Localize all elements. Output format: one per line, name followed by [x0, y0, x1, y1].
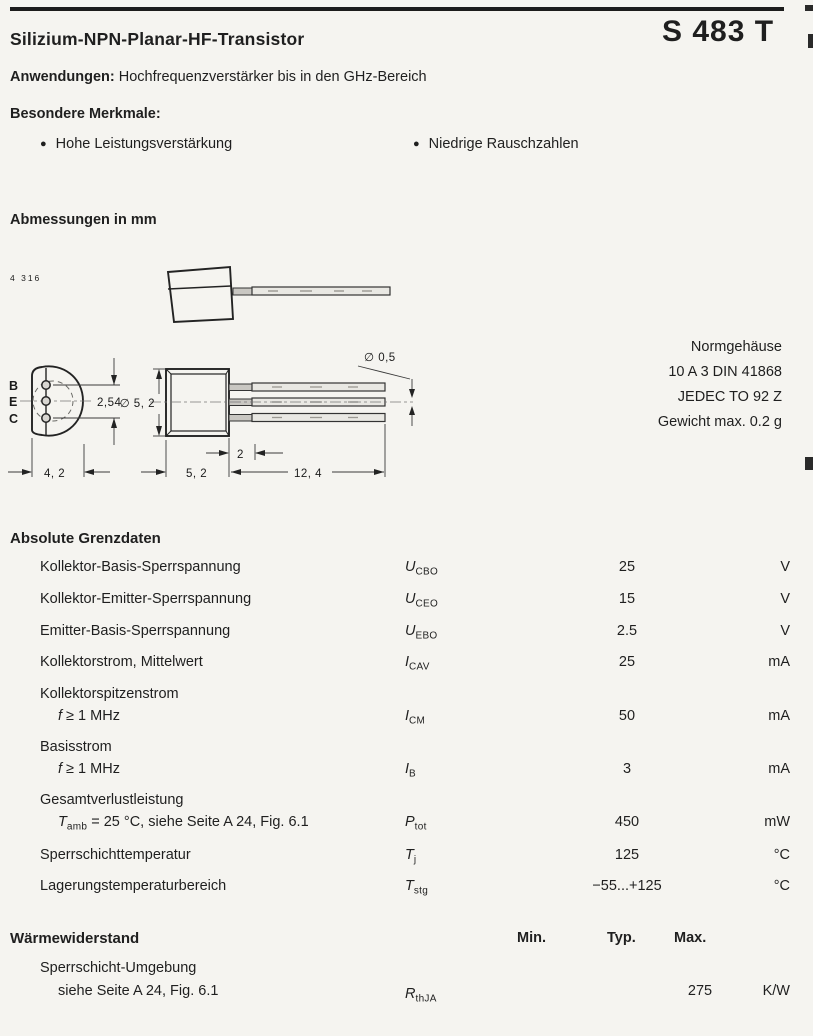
- thermal-row-label: [0, 960, 813, 980]
- thermal-unit: K/W: [762, 983, 790, 999]
- applications-line: [10, 69, 427, 85]
- limit-row: [0, 739, 813, 759]
- dim-pitch-label: 2,54: [97, 397, 122, 409]
- feature-item: [413, 136, 579, 152]
- limit-symbol: $T_j$: [405, 847, 417, 866]
- limit-unit: V: [780, 559, 790, 575]
- pins: [42, 381, 50, 422]
- thermal-symbol: $R_{thJA}$: [405, 986, 437, 1005]
- limit-symbol: $U_{CEO}$: [405, 591, 439, 610]
- limit-symbol: $U_{CBO}$: [405, 559, 439, 578]
- limit-unit: mA: [768, 761, 790, 777]
- feature-text: Hohe Leistungsverstärkung: [55, 136, 233, 152]
- limit-symbol: $I_B$: [405, 761, 417, 780]
- limits-heading: Absolute Grenzdaten: [10, 530, 161, 547]
- feature-text: Niedrige Rauschzahlen: [428, 136, 579, 152]
- scan-artifact: [805, 5, 813, 11]
- limit-row: [0, 686, 813, 706]
- limit-unit: °C: [773, 847, 790, 863]
- limit-condition: f ≥ 1 MHz: [58, 761, 120, 777]
- limit-row: [0, 623, 813, 643]
- pin-label-e: E: [9, 395, 18, 409]
- limit-label: Kollektorstrom, Mittelwert: [40, 654, 203, 670]
- housing-line: Normgehäuse: [690, 339, 782, 355]
- limit-condition-row: [0, 814, 813, 834]
- limit-value: 25: [618, 559, 636, 575]
- dim-leadlen-label: 12, 4: [294, 468, 323, 480]
- limit-row: [0, 591, 813, 611]
- thermal-note: siehe Seite A 24, Fig. 6.1: [58, 983, 219, 999]
- pin-label-b: B: [9, 379, 19, 393]
- top-rule: [10, 7, 784, 11]
- figure-number: 4 316: [10, 273, 42, 283]
- limit-label: Basisstrom: [40, 739, 112, 755]
- limit-value: 25: [618, 654, 636, 670]
- dim-leaddia-label: ∅ 0,5: [364, 352, 396, 364]
- housing-line: 10 A 3 DIN 41868: [668, 364, 782, 380]
- part-number: S 483 T: [662, 15, 775, 48]
- limit-symbol: $U_{EBO}$: [405, 623, 438, 642]
- dim-stub-lines: [206, 438, 283, 477]
- limit-condition-row: [0, 761, 813, 781]
- limit-label: Lagerungstemperaturbereich: [40, 878, 227, 894]
- column-header-min: Min.: [517, 930, 546, 946]
- limit-row: [0, 654, 813, 674]
- limit-unit: °C: [773, 878, 790, 894]
- thermal-heading: Wärmewiderstand: [10, 930, 140, 947]
- limit-value: 125: [614, 847, 640, 863]
- limit-row: [0, 878, 813, 898]
- limit-label: Gesamtverlustleistung: [40, 792, 184, 808]
- dimensions-heading: Abmessungen in mm: [10, 212, 157, 228]
- column-header-typ: Typ.: [607, 930, 636, 946]
- page-title: Silizium-NPN-Planar-HF-Transistor: [10, 29, 305, 49]
- pin-label-c: C: [9, 412, 19, 426]
- limit-unit: V: [780, 591, 790, 607]
- limit-row: [0, 847, 813, 867]
- limit-label: Kollektorspitzenstrom: [40, 686, 179, 702]
- housing-line: JEDEC TO 92 Z: [677, 389, 782, 405]
- scan-artifact: [808, 34, 813, 48]
- limit-symbol: $P_{tot}$: [405, 814, 427, 833]
- limit-label: Kollektor-Emitter-Sperrspannung: [40, 591, 252, 607]
- limit-label: Emitter-Basis-Sperrspannung: [40, 623, 231, 639]
- limit-unit: V: [780, 623, 790, 639]
- limit-label: Kollektor-Basis-Sperrspannung: [40, 559, 241, 575]
- side-view-body: [166, 369, 229, 436]
- limit-row: [0, 559, 813, 579]
- limit-unit: mW: [764, 814, 790, 830]
- limit-symbol: $I_{CAV}$: [405, 654, 430, 673]
- feature-item: [40, 136, 232, 152]
- bullet-icon: ●: [40, 138, 47, 150]
- housing-line: Gewicht max. 0.2 g: [657, 414, 782, 430]
- limit-condition-row: [0, 708, 813, 728]
- thermal-max-value: 275: [687, 983, 713, 999]
- limit-row: [0, 792, 813, 812]
- dim-length-lines: [141, 424, 385, 477]
- thermal-row: [0, 983, 813, 1003]
- dim-stub-label: 2: [237, 449, 244, 461]
- applications-text: Hochfrequenzverstärker bis in den GHz-Bereich: [118, 69, 427, 85]
- column-header-max: Max.: [674, 930, 707, 946]
- limit-condition: f ≥ 1 MHz: [58, 708, 120, 724]
- dim-bodylen-label: 5, 2: [186, 468, 208, 480]
- dim-bodydia-label: ∅ 5, 2: [119, 398, 155, 410]
- limit-symbol: $I_{CM}$: [405, 708, 426, 727]
- thermal-label: Sperrschicht-Umgebung: [40, 960, 197, 976]
- limit-value: −55...+125: [592, 878, 662, 894]
- limit-value: 3: [622, 761, 632, 777]
- dim-width-label: 4, 2: [44, 468, 66, 480]
- applications-label: Anwendungen:: [10, 69, 115, 85]
- limit-label: Sperrschichttemperatur: [40, 847, 191, 863]
- features-heading: Besondere Merkmale:: [10, 106, 161, 122]
- limit-value: 2.5: [616, 623, 638, 639]
- limit-symbol: $T_{stg}$: [405, 878, 429, 897]
- limit-value: 50: [618, 708, 636, 724]
- limit-unit: mA: [768, 654, 790, 670]
- profile-view: [168, 267, 233, 322]
- lead-stub: [233, 288, 252, 295]
- leader-line: [358, 366, 410, 379]
- limit-unit: mA: [768, 708, 790, 724]
- limit-condition: $T_{amb} = 25$ °C, siehe Seite A 24, Fig. 6.1: [58, 814, 309, 833]
- housing-info: [658, 335, 782, 435]
- limit-value: 450: [614, 814, 640, 830]
- scan-artifact: [805, 457, 813, 470]
- bullet-icon: ●: [413, 138, 420, 150]
- limit-value: 15: [618, 591, 636, 607]
